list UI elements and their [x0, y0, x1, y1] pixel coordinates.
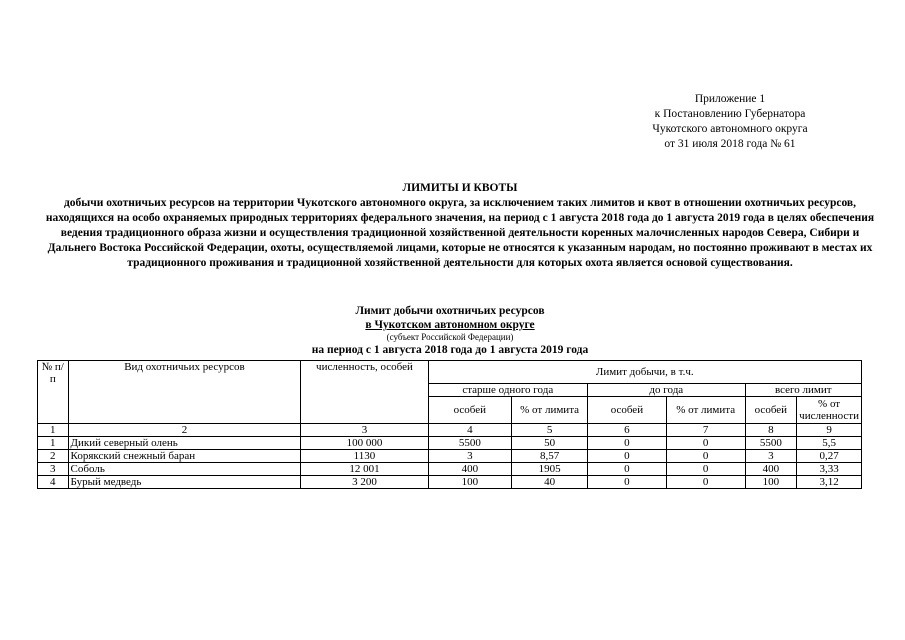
species-name: Корякский снежный баран: [68, 450, 301, 463]
column-index: 1: [38, 424, 69, 437]
total-individuals: 400: [745, 463, 797, 476]
subheading-note: (субъект Российской Федерации): [386, 332, 514, 342]
appendix-line: к Постановлению Губернатора: [654, 108, 806, 120]
older-individuals: 100: [428, 476, 512, 489]
older-individuals: 3: [428, 450, 512, 463]
under-percent: 0: [666, 450, 745, 463]
header-total: всего лимит: [745, 384, 861, 397]
older-percent: 40: [512, 476, 588, 489]
total-percent: 5,5: [797, 437, 862, 450]
limits-table: [37, 360, 862, 489]
table-subheading: [190, 304, 710, 357]
document-title: ЛИМИТЫ И КВОТЫ: [402, 182, 518, 194]
header-number: № п/п: [38, 361, 69, 424]
population-count: 100 000: [301, 437, 428, 450]
header-percent-limit: % от лимита: [512, 397, 588, 424]
older-individuals: 400: [428, 463, 512, 476]
under-percent: 0: [666, 463, 745, 476]
table-row: [38, 437, 862, 450]
subheading-region: в Чукотском автономном округе: [365, 319, 535, 331]
total-individuals: 3: [745, 450, 797, 463]
header-percent-count: % от численности: [797, 397, 862, 424]
column-index: 7: [666, 424, 745, 437]
column-index: 6: [588, 424, 667, 437]
table-row: [38, 463, 862, 476]
table-row: [38, 476, 862, 489]
subheading-line: Лимит добычи охотничьих ресурсов: [355, 305, 545, 317]
appendix-line: Приложение 1: [694, 93, 766, 105]
table-row: [38, 450, 862, 463]
appendix-date-line: от 31 июля 2018 года № 61: [664, 138, 796, 150]
population-count: 12 001: [301, 463, 428, 476]
header-individuals: особей: [428, 397, 512, 424]
older-percent: 50: [512, 437, 588, 450]
species-name: Дикий северный олень: [68, 437, 301, 450]
total-individuals: 100: [745, 476, 797, 489]
total-percent: 3,33: [797, 463, 862, 476]
column-index: 5: [512, 424, 588, 437]
header-count: численность, особей: [301, 361, 428, 424]
header-individuals: особей: [588, 397, 667, 424]
column-index: 9: [797, 424, 862, 437]
row-number: 2: [38, 450, 69, 463]
row-number: 4: [38, 476, 69, 489]
under-individuals: 0: [588, 463, 667, 476]
subheading-period: на период с 1 августа 2018 года до 1 августа 2019 года: [311, 344, 589, 356]
older-percent: 8,57: [512, 450, 588, 463]
under-percent: 0: [666, 437, 745, 450]
column-index: 3: [301, 424, 428, 437]
row-number: 3: [38, 463, 69, 476]
header-limit: Лимит добычи, в т.ч.: [428, 361, 861, 384]
under-individuals: 0: [588, 437, 667, 450]
header-percent-limit: % от лимита: [666, 397, 745, 424]
older-percent: 1905: [512, 463, 588, 476]
appendix-line: Чукотского автономного округа: [652, 123, 808, 135]
population-count: 3 200: [301, 476, 428, 489]
header-individuals: особей: [745, 397, 797, 424]
appendix-block: [600, 92, 860, 152]
total-percent: 0,27: [797, 450, 862, 463]
row-number: 1: [38, 437, 69, 450]
column-index: 2: [68, 424, 301, 437]
under-percent: 0: [666, 476, 745, 489]
header-under: до года: [588, 384, 746, 397]
population-count: 1130: [301, 450, 428, 463]
column-index-row: [38, 424, 862, 437]
species-name: Бурый медведь: [68, 476, 301, 489]
under-individuals: 0: [588, 476, 667, 489]
column-index: 4: [428, 424, 512, 437]
total-percent: 3,12: [797, 476, 862, 489]
header-species: Вид охотничьих ресурсов: [68, 361, 301, 424]
total-individuals: 5500: [745, 437, 797, 450]
document-title-body: добычи охотничьих ресурсов на территории Чукотского автономного округа, за исключением таких лимитов и квот в отношении охотничьих ресурсов, находящихся на особо охраняемых природных территориях федерального значения, на период с 1 августа 2018 года до 1 августа 2019 года в целях обеспечения ведения традиционного образа жизни и осуществления традиционной хозяйственной деятельности коренных малочисленных народов Севера, Сибири и Дальнего Востока Российской Федерации, охоты, осуществляемой лицами, которые не относятся к указанным народам, но постоянно проживают в местах их традиционного проживания и традиционной хозяйственной деятельности для которых охота является основой существования.: [45, 197, 875, 269]
header-older: старше одного года: [428, 384, 588, 397]
column-index: 8: [745, 424, 797, 437]
under-individuals: 0: [588, 450, 667, 463]
older-individuals: 5500: [428, 437, 512, 450]
species-name: Соболь: [68, 463, 301, 476]
document-heading: [40, 181, 880, 271]
